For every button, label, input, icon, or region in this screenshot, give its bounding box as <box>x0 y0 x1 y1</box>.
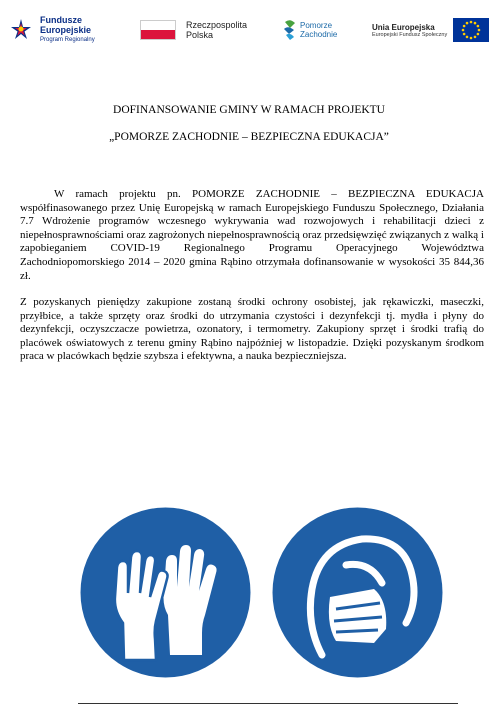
rzeczpospolita-logo <box>140 10 247 50</box>
bottom-rule <box>78 703 458 704</box>
unia-line1: Unia Europejska <box>372 22 435 32</box>
face-mask-icon <box>270 505 445 680</box>
eu-flag-icon <box>453 18 489 42</box>
fundusze-star-icon <box>8 17 34 43</box>
fundusze-line1: Fundusze <box>40 15 82 25</box>
rzeczpospolita-line2: Polska <box>186 30 214 40</box>
heading-line1: DOFINANSOWANIE GMINY W RAMACH PROJEKTU <box>113 104 385 116</box>
safety-signs <box>78 505 458 705</box>
fundusze-line2: Europejskie <box>40 25 92 35</box>
paragraph-2: Z pozyskanych pieniędzy zakupione zostaną środki ochrony osobistej, jak rękawiczki, maseczki, przyłbice, a także sprzęty oraz środki do utrzymania czystości i dezynfekcji tj. mydła i płyny do dezynfekcji, oczyszczacze powietrza, ozonatory, i termometry. Zakupiony sprzęt i środki trafią do placówek oświatowych z terenu gminy Rąbino najpóźniej w listopadzie. Dzięki pozyskanym środkom praca w placówkach będzie szybsza i efektywna, a nauka bezpieczniejsza. <box>20 296 484 363</box>
polish-flag-icon <box>140 20 176 40</box>
unia-europejska-logo <box>372 10 489 50</box>
pomorze-line2: Zachodnie <box>300 30 338 39</box>
logo-bar <box>0 10 498 50</box>
fundusze-europejskie-logo <box>8 10 95 50</box>
pomorze-emblem-icon <box>282 19 298 41</box>
heading-line2: „POMORZE ZACHODNIE – BEZPIECZNA EDUKACJA” <box>109 131 389 143</box>
pomorze-line1: Pomorze <box>300 21 333 30</box>
unia-line2: Europejski Fundusz Społeczny <box>372 31 448 38</box>
gloves-icon <box>78 505 253 680</box>
rzeczpospolita-line1: Rzeczpospolita <box>186 20 248 30</box>
paragraph-1: W ramach projektu pn. POMORZE ZACHODNIE – BEZPIECZNA EDUKACJA współfinasowanego przez Unię Europejską w ramach Europejskiego Funduszu Społecznego, Działania 7.7 Wdrożenie programów wczesnego wykrywania wad rozwojowych i rehabilitacji dzieci z niepełnosprawnościami oraz zagrożonych niepełnosprawnością oraz przedsięwzięć związanych z walką i zapobieganiem COVID-19 Regionalnego Programu Operacyjnego Województwa Zachodniopomorskiego 2014 – 2020 gmina Rąbino otrzymała dofinansowanie w wysokości 35 844,36 zł. <box>20 188 484 282</box>
fundusze-line3: Program Regionalny <box>40 37 95 43</box>
pomorze-zachodnie-logo <box>282 10 337 50</box>
